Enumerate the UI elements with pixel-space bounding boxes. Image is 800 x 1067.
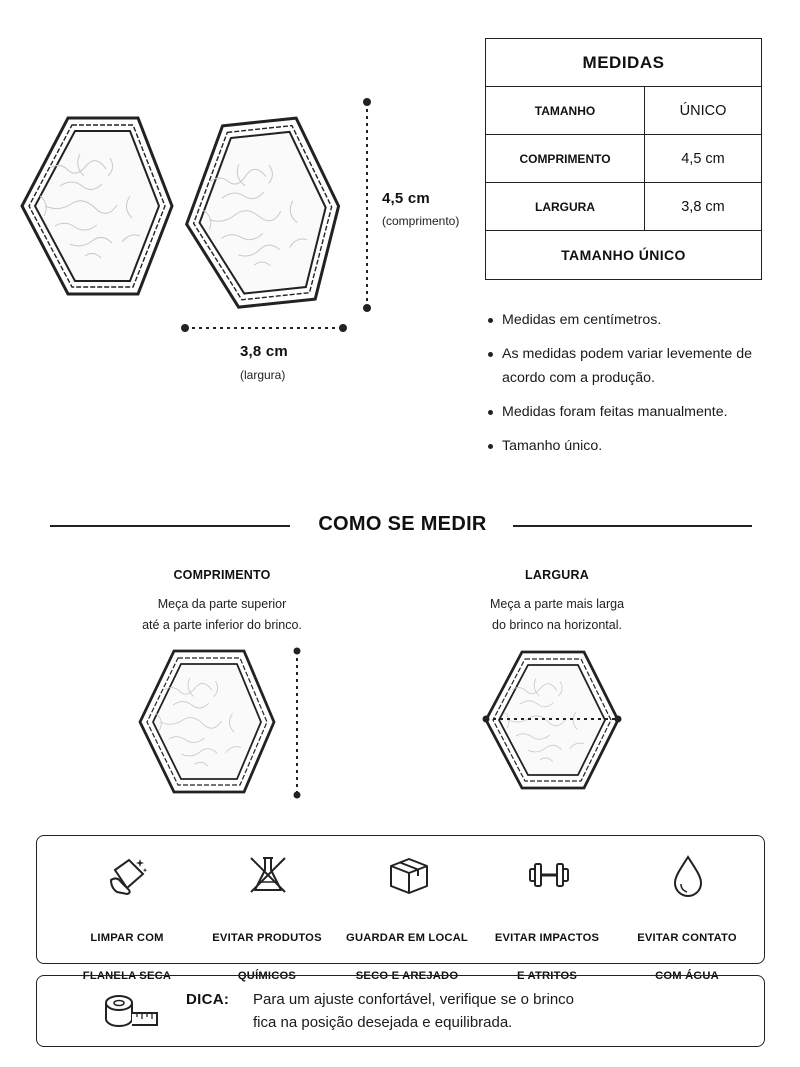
length-value: 4,5 cm [382, 190, 430, 207]
list-item: As medidas podem variar levemente de acordo com a produção. [486, 342, 786, 390]
left-earring [22, 118, 172, 294]
width-example-illustration [478, 645, 628, 800]
right-earring [177, 115, 348, 312]
cleaning-cloth-icon [107, 854, 149, 896]
table-row [486, 135, 762, 183]
care-label-line1: EVITAR CONTATO [637, 932, 737, 944]
length-description-line2: até a parte inferior do brinco. [142, 618, 302, 632]
care-item-impacts [477, 836, 617, 982]
care-label-line2: COM ÁGUA [655, 970, 719, 982]
notes-list [486, 308, 786, 468]
care-instructions-box [36, 835, 765, 982]
tip-box [36, 975, 765, 1047]
width-description-line1: Meça a parte mais larga [489, 597, 625, 611]
care-label-line2: SECO E AREJADO [355, 970, 459, 982]
care-label-line1: GUARDAR EM LOCAL [346, 932, 468, 944]
width-dimension-line [181, 324, 347, 332]
row-label: COMPRIMENTO [486, 135, 645, 183]
table-row [486, 87, 762, 135]
tip-text-line1: Para um ajuste confortável, verifique se o brinco [253, 991, 574, 1008]
row-value: ÚNICO [645, 87, 762, 135]
width-description-line2: do brinco na horizontal. [492, 618, 622, 632]
care-item-cleaning [57, 836, 197, 982]
tip-text [253, 988, 673, 1034]
tip-label: DICA: [186, 991, 230, 1008]
water-drop-icon [667, 854, 709, 898]
length-example-illustration [130, 640, 320, 810]
care-label-line1: LIMPAR COM [90, 932, 164, 944]
measurements-table [485, 38, 762, 280]
dumbbell-icon [527, 854, 571, 896]
care-item-water [617, 836, 757, 982]
care-label-line2: FLANELA SECA [82, 970, 172, 982]
list-item: Tamanho único. [486, 434, 786, 458]
care-item-chemicals [197, 836, 337, 982]
divider-right [513, 525, 752, 527]
width-value: 3,8 cm [240, 343, 288, 360]
row-label: TAMANHO [486, 87, 645, 135]
width-note: (largura) [240, 368, 286, 382]
row-label: LARGURA [486, 183, 645, 231]
no-chemicals-icon [247, 854, 289, 896]
list-item: Medidas em centímetros. [486, 308, 786, 332]
length-dimension-line [363, 98, 371, 312]
care-item-storage [337, 836, 477, 982]
row-value: 3,8 cm [645, 183, 762, 231]
divider-left [50, 525, 290, 527]
care-label-line1: EVITAR PRODUTOS [212, 932, 322, 944]
section-title: COMO SE MEDIR [318, 513, 487, 535]
row-value: 4,5 cm [645, 135, 762, 183]
tip-text-line2: fica na posição desejada e equilibrada. [253, 1014, 513, 1031]
measuring-tape-icon [103, 989, 161, 1033]
length-description-line1: Meça da parte superior [157, 597, 287, 611]
care-label-line2: QUÍMICOS [237, 970, 297, 982]
length-note: (comprimento) [382, 214, 460, 228]
table-title: MEDIDAS [486, 39, 762, 87]
table-footer: TAMANHO ÚNICO [486, 231, 762, 280]
box-icon [387, 854, 431, 896]
care-label-line2: E ATRITOS [516, 970, 578, 982]
length-heading: COMPRIMENTO [173, 568, 271, 582]
care-label-line1: EVITAR IMPACTOS [494, 932, 600, 944]
table-row [486, 183, 762, 231]
width-heading: LARGURA [525, 568, 589, 582]
list-item: Medidas foram feitas manualmente. [486, 400, 786, 424]
